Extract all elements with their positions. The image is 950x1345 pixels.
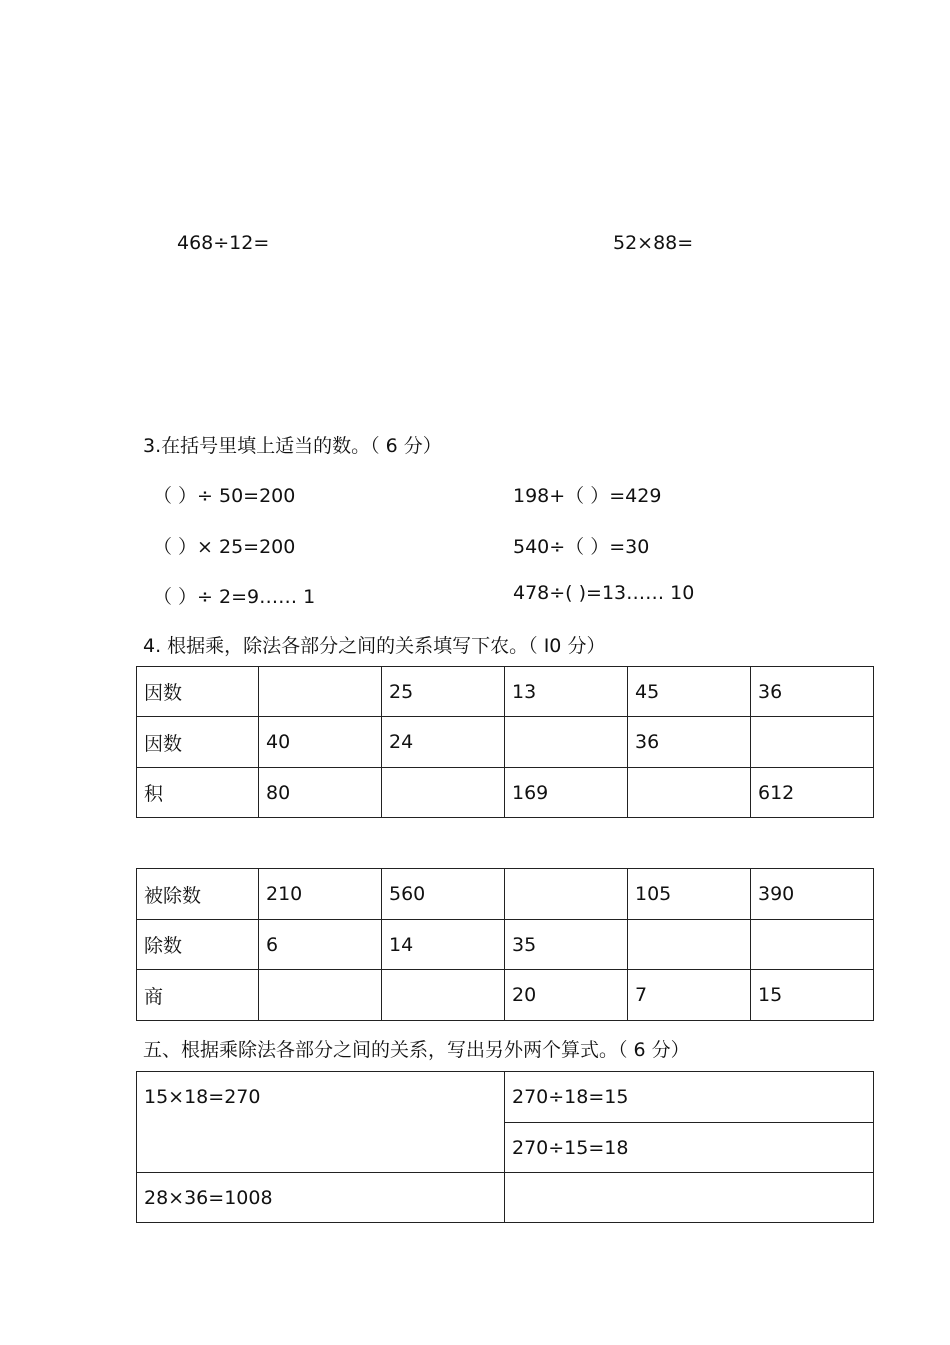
table-cell: 45 [628, 667, 751, 717]
derived-equation-1b: 270÷15=18 [505, 1123, 874, 1173]
table-cell: 390 [751, 869, 874, 920]
table-cell: 105 [628, 869, 751, 920]
table-cell: 35 [505, 920, 628, 970]
table-cell: 15 [751, 970, 874, 1021]
multiplication-table [136, 666, 874, 818]
table-cell[interactable] [628, 768, 751, 818]
table-cell[interactable] [505, 869, 628, 920]
table-row [137, 970, 874, 1021]
table-cell: 25 [382, 667, 505, 717]
table-cell[interactable] [751, 717, 874, 768]
given-equation-1: 15×18=270 [137, 1072, 505, 1173]
fill-blank-2-right: 540÷（ ）=30 [513, 536, 650, 558]
table-cell: 14 [382, 920, 505, 970]
table-row [137, 1173, 874, 1223]
fill-blank-3-left: （ ）÷ 2=9…… 1 [153, 586, 316, 608]
derived-equation-1a: 270÷18=15 [505, 1072, 874, 1123]
table-cell: 210 [259, 869, 382, 920]
row-label-dividend: 被除数 [137, 869, 259, 920]
answer-cell[interactable] [505, 1173, 874, 1223]
table-cell: 24 [382, 717, 505, 768]
calc-left: 468÷12= [177, 232, 270, 254]
table-cell[interactable] [259, 667, 382, 717]
section5-title: 五、根据乘除法各部分之间的关系，写出另外两个算式。（ 6 分） [143, 1039, 690, 1061]
table-cell[interactable] [628, 920, 751, 970]
row-label-divisor: 除数 [137, 920, 259, 970]
table-cell[interactable] [382, 970, 505, 1021]
fill-blank-1-right: 198+（ ）=429 [513, 485, 662, 507]
table-row [137, 717, 874, 768]
division-table [136, 868, 874, 1021]
table-cell: 169 [505, 768, 628, 818]
table-cell: 36 [751, 667, 874, 717]
table-cell[interactable] [505, 717, 628, 768]
table-cell[interactable] [751, 920, 874, 970]
table-cell: 13 [505, 667, 628, 717]
table-cell: 20 [505, 970, 628, 1021]
row-label-quotient: 商 [137, 970, 259, 1021]
table-cell: 40 [259, 717, 382, 768]
table-row [137, 920, 874, 970]
fill-blank-1-left: （ ）÷ 50=200 [153, 485, 296, 507]
table-cell: 7 [628, 970, 751, 1021]
table-cell: 560 [382, 869, 505, 920]
table-row [137, 768, 874, 818]
table-row [137, 869, 874, 920]
table-row [137, 667, 874, 717]
row-label-factor: 因数 [137, 717, 259, 768]
fill-blank-3-right: 478÷( )=13…… 10 [513, 582, 695, 604]
table-cell[interactable] [259, 970, 382, 1021]
row-label-product: 积 [137, 768, 259, 818]
table-cell: 612 [751, 768, 874, 818]
table-cell: 36 [628, 717, 751, 768]
equation-table [136, 1071, 874, 1223]
table-row [137, 1072, 874, 1123]
row-label-factor: 因数 [137, 667, 259, 717]
given-equation-2: 28×36=1008 [137, 1173, 505, 1223]
calc-right: 52×88= [613, 232, 694, 254]
section4-title: 4. 根据乘，除法各部分之间的关系填写下农。（ I0 分） [143, 635, 606, 657]
fill-blank-2-left: （ ）× 25=200 [153, 536, 296, 558]
table-cell: 6 [259, 920, 382, 970]
section3-title: 3.在括号里填上适当的数。（ 6 分） [143, 435, 442, 457]
table-cell[interactable] [382, 768, 505, 818]
table-cell: 80 [259, 768, 382, 818]
